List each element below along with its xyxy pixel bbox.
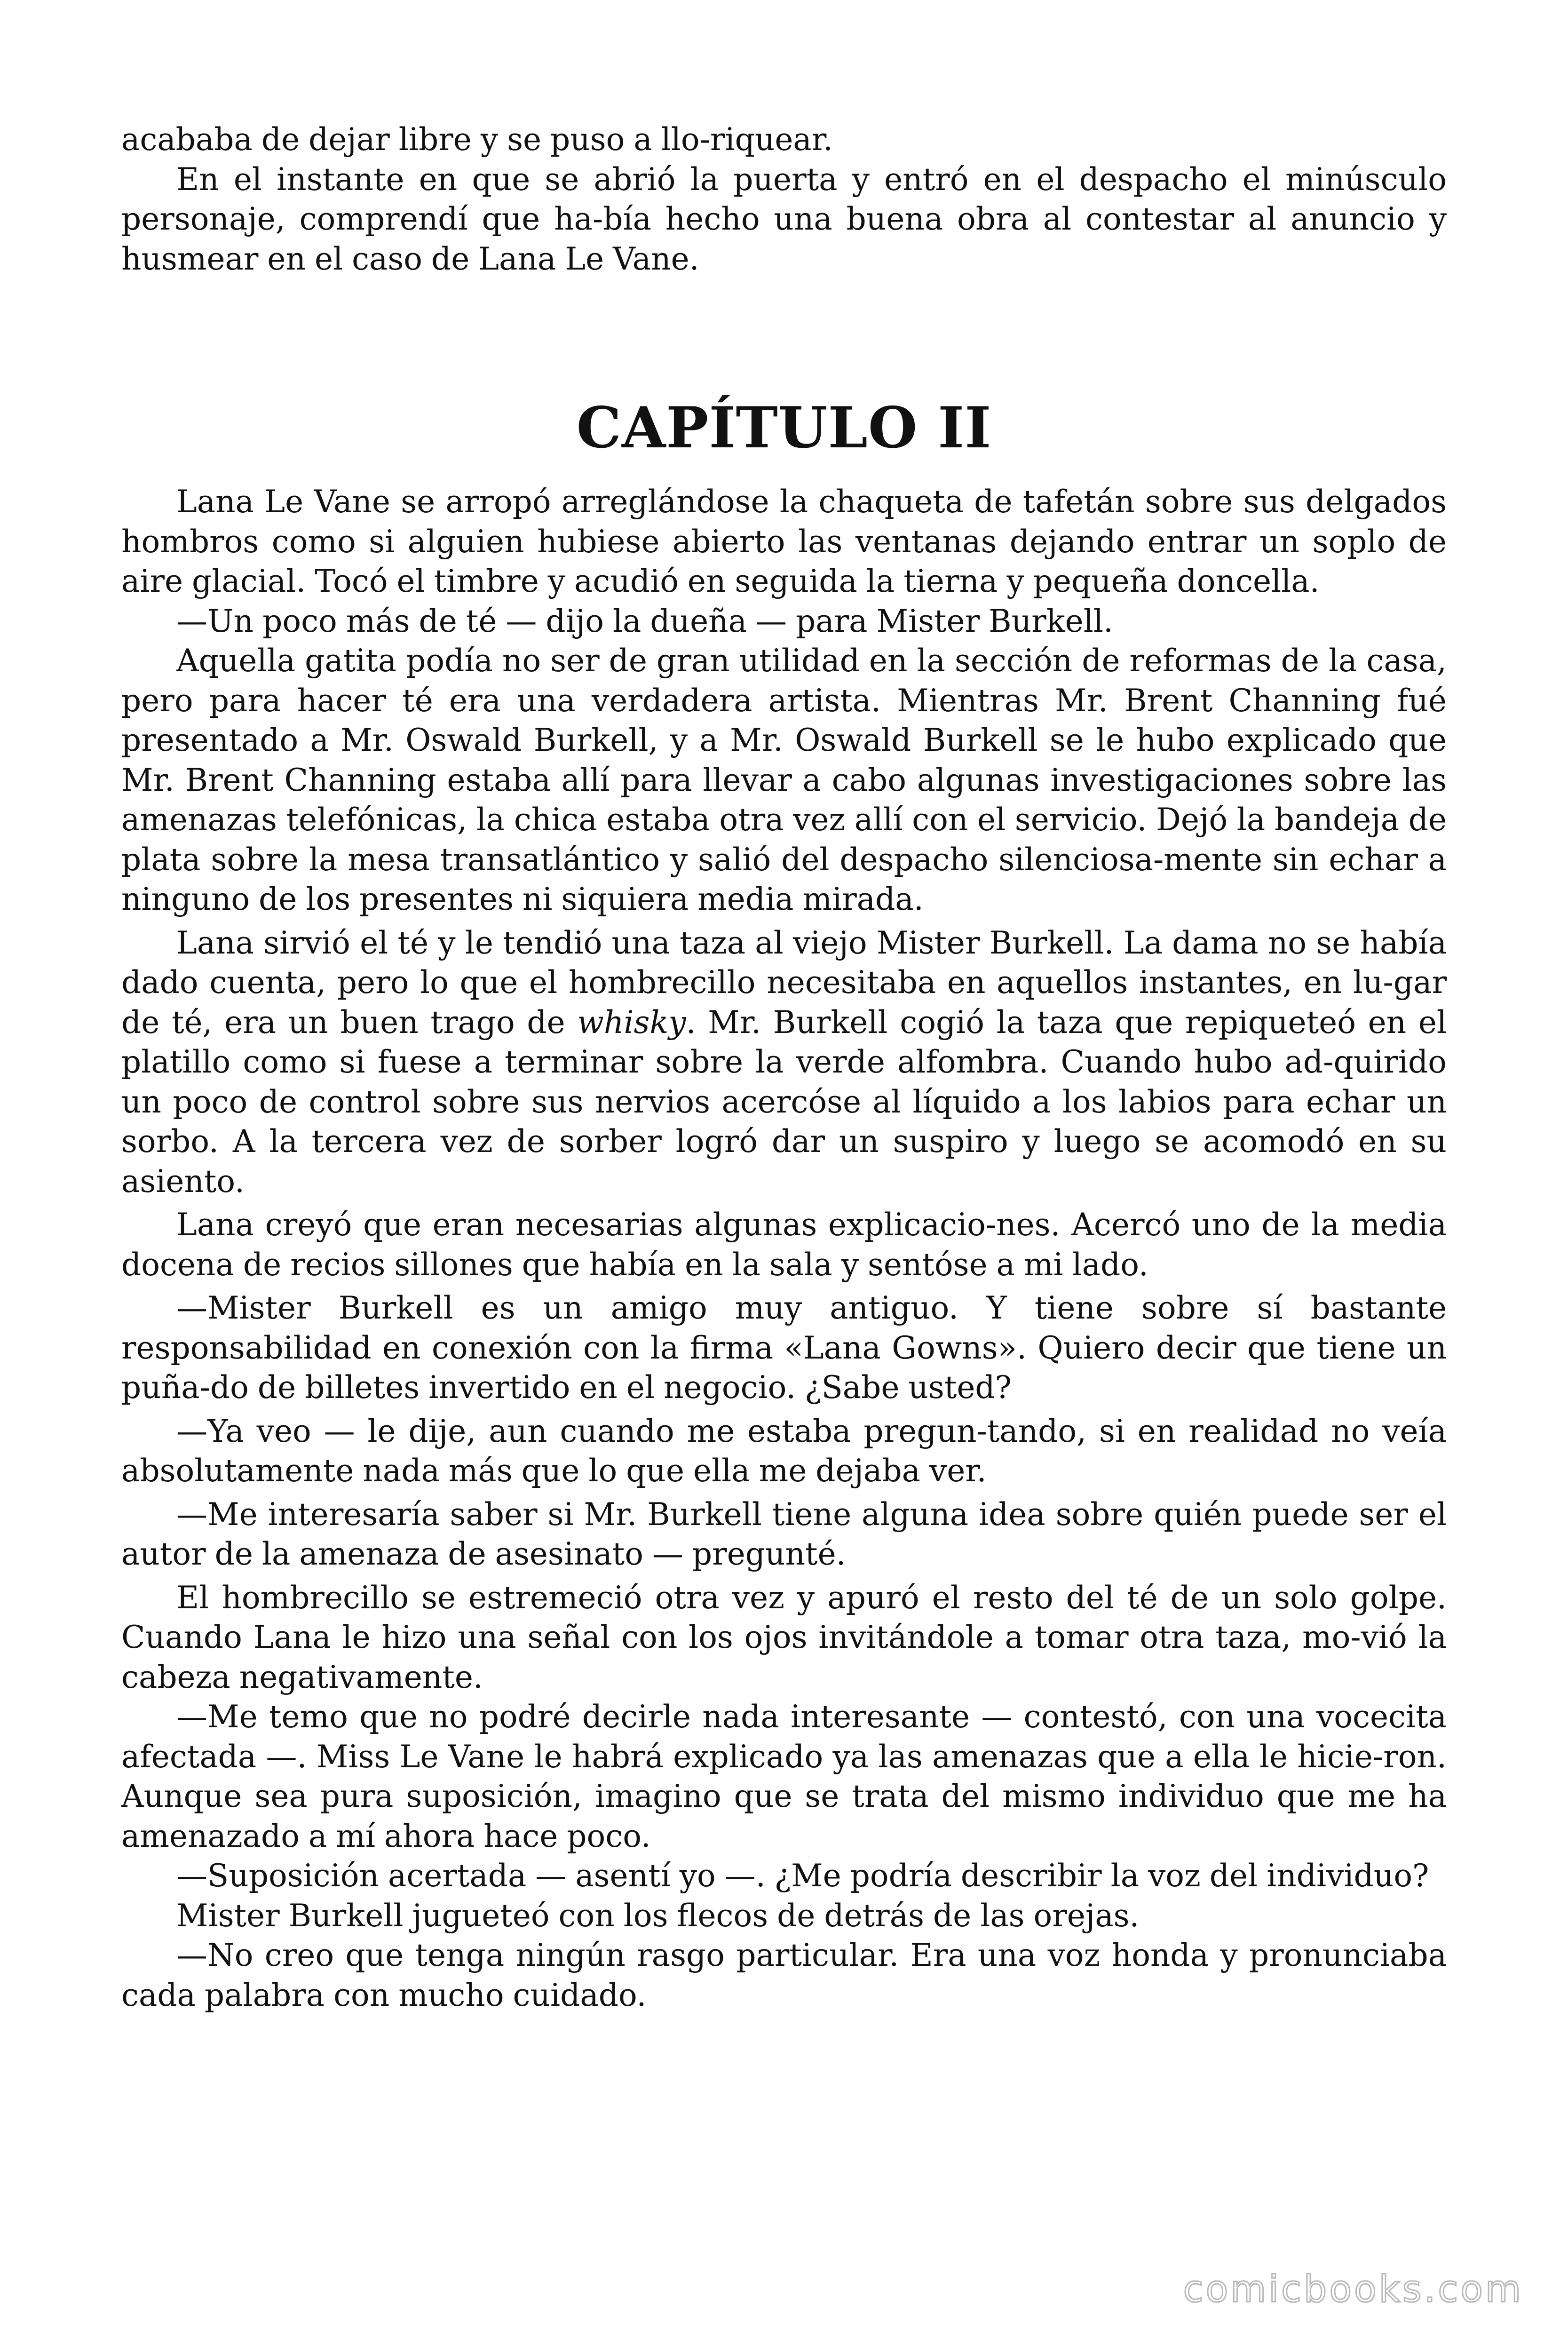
- paragraph: —Me temo que no podré decirle nada interesante — contestó, con una vocecita afectada —. Miss Le Vane le habrá explicado ya las amenazas que a ella le hicie-ron. Aunque sea pura suposición, imagino que se trata del mismo individuo que me ha amenazado a mí ahora hace poco.: [121, 1699, 1447, 1854]
- previous-chapter-text: [121, 120, 1447, 279]
- book-page: [121, 0, 1447, 2352]
- paragraph: El hombrecillo se estremeció otra vez y apuró el resto del té de un solo golpe. Cuando Lana le hizo una señal con los ojos invitándole a tomar otra taza, mo-vió la cabeza negativamente.: [121, 1579, 1447, 1695]
- chapter-title: CAPÍTULO II: [576, 395, 992, 461]
- paragraph: —Un poco más de té — dijo la dueña — para Mister Burkell.: [176, 603, 1113, 639]
- paragraph: Lana Le Vane se arropó arreglándose la chaqueta de tafetán sobre sus delgados hombros como si alguien hubiese abierto las ventanas dejando entrar un soplo de aire glacial. Tocó el timbre y acudió en seguida la tierna y pequeña doncella.: [121, 484, 1447, 599]
- paragraph: —Suposición acertada — asentí yo —. ¿Me podría describir la voz del individuo?: [176, 1858, 1429, 1894]
- paragraph-text: Lana sirvió el té y le tendió una taza al viejo Mister Burkell. La dama no se había dado cuenta, pero lo que el hombrecillo necesitaba en aquellos instantes, en lu-gar de té, era un buen trago de: [121, 924, 1447, 1041]
- chapter-body: [121, 482, 1447, 2015]
- paragraph: —Mister Burkell es un amigo muy antiguo. Y tiene sobre sí bastante responsabilidad en conexión con la firma «Lana Gowns». Quiero decir que tiene un puña-do de billetes invertido en el negocio. ¿Sabe usted?: [121, 1290, 1447, 1406]
- paragraph: —No creo que tenga ningún rasgo particular. Era una voz honda y pronunciaba cada palabra con mucho cuidado.: [121, 1937, 1447, 2013]
- paragraph: En el instante en que se abrió la puerta y entró en el despacho el minúsculo personaje, comprendí que ha-bía hecho una buena obra al contestar al anuncio y husmear en el caso de Lana Le Vane.: [121, 161, 1447, 277]
- paragraph: [121, 923, 1447, 1202]
- paragraph: acababa de dejar libre y se puso a llo-riquear.: [121, 121, 833, 158]
- paragraph: Mister Burkell jugueteó con los flecos de detrás de las orejas.: [176, 1897, 1140, 1934]
- paragraph: —Ya veo — le dije, aun cuando me estaba pregun-tando, si en realidad no veía absolutamente nada más que lo que ella me dejaba ver.: [121, 1413, 1447, 1489]
- watermark: comicbooks.com: [1183, 2268, 1523, 2311]
- paragraph-text: . Mr. Burkell cogió la taza que repiqueteó en el platillo como si fuese a terminar sobre la verde alfombra. Cuando hubo ad-quirido un poco de control sobre sus nervios acercóse al líquido a los labios para echar un sorbo. A la tercera vez de sorber logró dar un suspiro y luego se acomodó en su asiento.: [121, 1004, 1447, 1200]
- paragraph: Aquella gatita podía no ser de gran utilidad en la sección de reformas de la casa, pero para hacer té era una verdadera artista. Mientras Mr. Brent Channing fué presentado a Mr. Oswald Burkell, y a Mr. Oswald Burkell se le hubo explicado que Mr. Brent Channing estaba allí para llevar a cabo algunas investigaciones sobre las amenazas telefónicas, la chica estaba otra vez allí con el servicio. Dejó la bandeja de plata sobre la mesa transatlántico y salió del despacho silenciosa-mente sin echar a ninguno de los presentes ni siquiera media mirada.: [121, 643, 1447, 917]
- paragraph: Lana creyó que eran necesarias algunas explicacio-nes. Acercó uno de la media docena de recios sillones que había en la sala y sentóse a mi lado.: [121, 1207, 1447, 1283]
- paragraph: —Me interesaría saber si Mr. Burkell tiene alguna idea sobre quién puede ser el autor de la amenaza de asesinato — pregunté.: [121, 1496, 1447, 1572]
- italic-word: whisky: [577, 1004, 686, 1041]
